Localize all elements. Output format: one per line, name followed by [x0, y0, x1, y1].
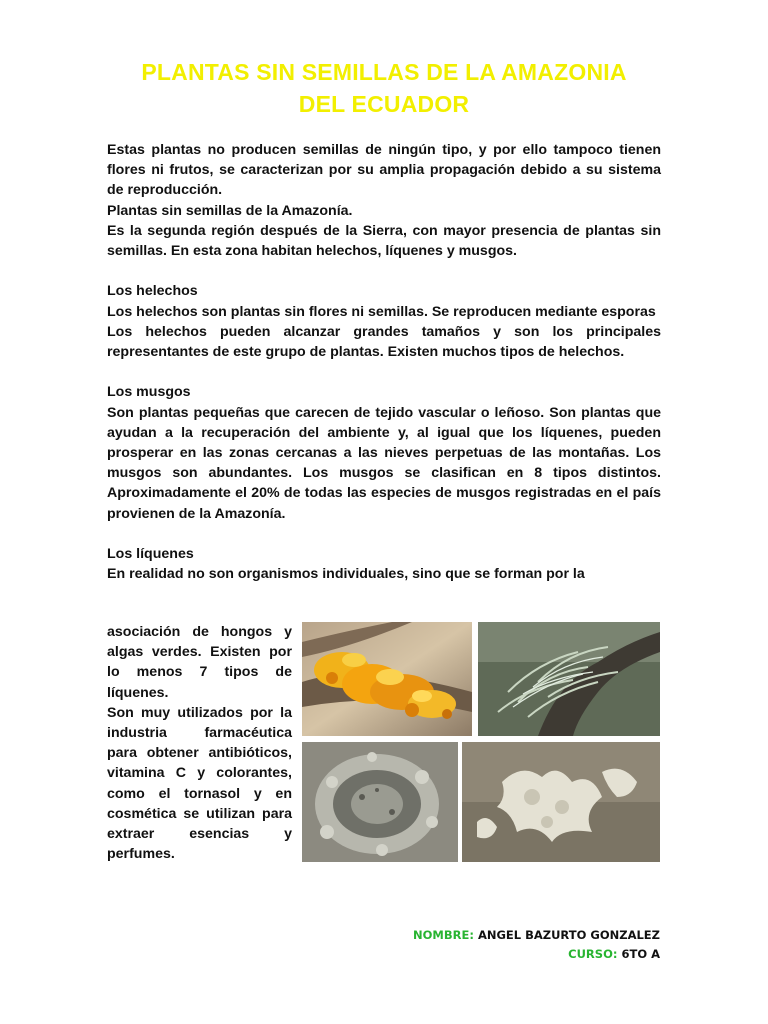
intro-region-paragraph: Es la segunda región después de la Sierra, con mayor presencia de plantas sin semillas. En esta zona habitan helechos, líquenes y musgos. — [107, 222, 661, 260]
footer-course — [568, 947, 660, 961]
liquenes-paragraph-first-line: En realidad no son organismos individuales, sino que se forman por la — [107, 566, 585, 583]
footer-name-value: ANGEL BAZURTO GONZALEZ — [477, 928, 660, 942]
fruticose-lichen-photo — [478, 622, 660, 736]
footer-name-label: NOMBRE: — [413, 928, 474, 942]
liquenes-column — [107, 622, 292, 864]
document-body — [107, 140, 661, 584]
pale-foliose-lichen-photo — [462, 742, 660, 862]
liquenes-paragraph-2: Son muy utilizados por la industria farmacéutica para obtener antibióticos, vitamina C y colorantes, como el tornasol y en cosmética se utilizan para extraer esencias y perfumes. — [107, 704, 292, 863]
helechos-paragraph-1: Los helechos son plantas sin flores ni semillas. Se reproducen mediante esporas — [107, 303, 656, 320]
intro-paragraph: Estas plantas no producen semillas de ningún tipo, y por ello tampoco tienen flores ni frutos, se caracterizan por su amplia propagación debido a su sistema de reproducción. — [107, 142, 661, 199]
helechos-paragraph-2: Los helechos pueden alcanzar grandes tamaños y son los principales representantes de este grupo de plantas. Existen muchos tipos de helechos. — [107, 323, 661, 361]
helechos-heading: Los helechos — [107, 283, 198, 300]
title-line-1: PLANTAS SIN SEMILLAS DE LA AMAZONIA — [141, 59, 627, 85]
page-title — [96, 56, 672, 120]
lichen-photo-grid — [302, 622, 660, 862]
musgos-heading: Los musgos — [107, 384, 191, 401]
musgos-paragraph: Son plantas pequeñas que carecen de tejido vascular o leñoso. Son plantas que ayudan a la recuperación del ambiente y, al igual que los líquenes, pueden prosperar en las zonas cercanas a las nieves perpetuas de las montañas. Los musgos son abundantes. Los musgos se clasifican en 8 tipos distintos. Aproximadamente el 20% de todas las especies de musgos registradas en el país provienen de la Amazonía. — [107, 404, 661, 522]
yellow-lichen-photo — [302, 622, 472, 736]
intro-subtitle: Plantas sin semillas de la Amazonía. — [107, 202, 353, 219]
footer-name — [413, 928, 660, 942]
footer-course-label: CURSO: — [568, 947, 618, 961]
title-line-2: DEL ECUADOR — [298, 91, 470, 117]
footer-course-value: 6TO A — [621, 947, 660, 961]
liquenes-paragraph-1: asociación de hongos y algas verdes. Existen por lo menos 7 tipos de líquenes. — [107, 624, 292, 701]
liquenes-heading: Los líquenes — [107, 546, 194, 563]
gray-crustose-lichen-photo — [302, 742, 458, 862]
